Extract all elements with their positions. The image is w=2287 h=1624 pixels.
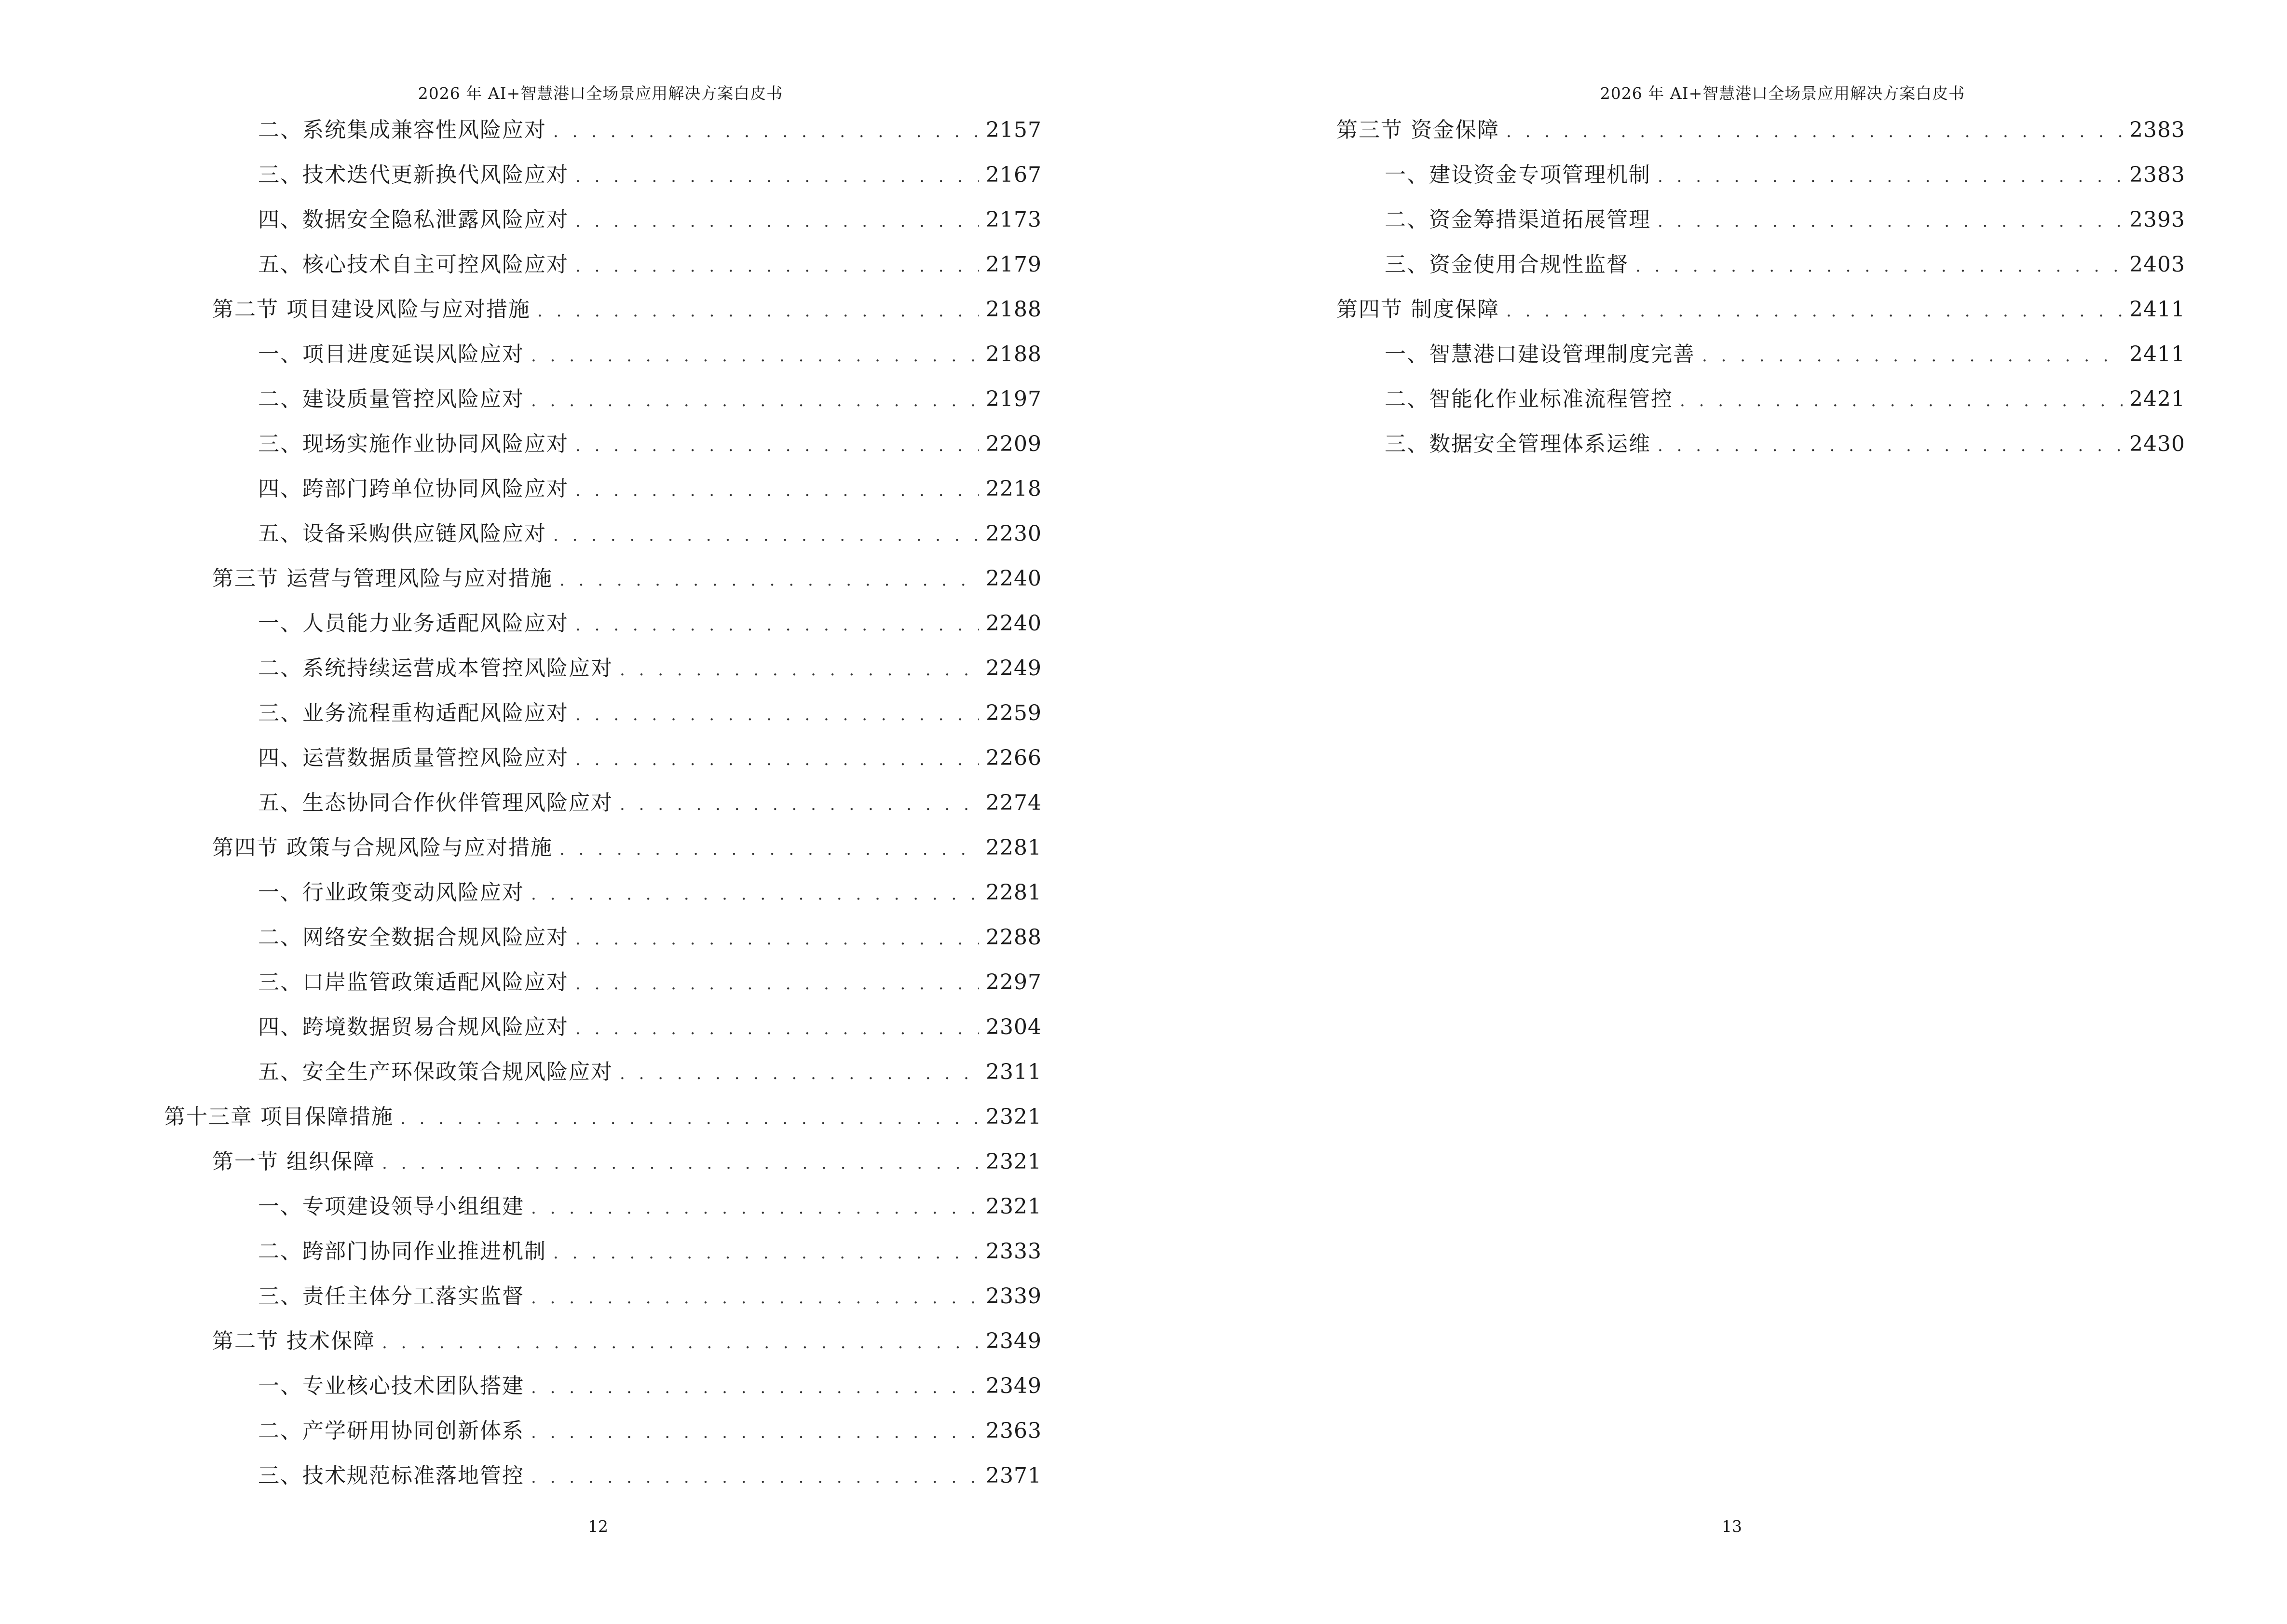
toc-entry-page-number: 2411 — [2129, 297, 2185, 322]
toc-entry-page-number: 2218 — [986, 477, 1042, 501]
toc-entry[interactable] — [258, 161, 1042, 190]
dot-leader — [620, 1059, 979, 1088]
toc-entry-page-number: 2281 — [986, 835, 1042, 860]
toc-entry-label: 二、网络安全数据合规风险应对 — [258, 925, 569, 950]
toc-entry-page-number: 2179 — [986, 252, 1042, 277]
dot-leader — [1506, 297, 2123, 326]
toc-entry-page-number: 2321 — [986, 1105, 1042, 1129]
toc-entry[interactable] — [1385, 205, 2185, 234]
dot-leader — [531, 1463, 979, 1492]
toc-entry-label: 二、建设质量管控风险应对 — [258, 387, 524, 411]
toc-entry-page-number: 2430 — [2129, 432, 2185, 456]
running-header: 2026 年 AI+智慧港口全场景应用解决方案白皮书 — [1600, 84, 1965, 103]
toc-entry[interactable] — [258, 250, 1042, 279]
dot-leader — [531, 1283, 979, 1312]
dot-leader — [559, 566, 979, 595]
toc-entry-label: 五、生态协同合作伙伴管理风险应对 — [258, 791, 613, 815]
dot-leader — [1506, 117, 2123, 146]
dot-leader — [531, 1194, 979, 1223]
toc-entry[interactable] — [258, 1013, 1042, 1042]
dot-leader — [553, 521, 979, 550]
dot-leader — [400, 1104, 979, 1133]
toc-entry-label: 三、责任主体分工落实监督 — [258, 1284, 524, 1309]
dot-leader — [553, 1239, 979, 1268]
toc-entry[interactable] — [258, 519, 1042, 548]
toc-entry-page-number: 2311 — [986, 1060, 1042, 1084]
dot-leader — [575, 476, 979, 505]
dot-leader — [1635, 252, 2123, 281]
toc-entry[interactable] — [258, 205, 1042, 234]
dot-leader — [553, 117, 979, 146]
toc-entry-page-number: 2157 — [986, 118, 1042, 142]
toc-entry-label: 四、数据安全隐私泄露风险应对 — [258, 207, 569, 232]
toc-entry[interactable] — [1385, 430, 2185, 459]
toc-entry-label: 二、跨部门协同作业推进机制 — [258, 1239, 546, 1264]
toc-entry-label: 第三节 运营与管理风险与应对措施 — [212, 566, 553, 591]
dot-leader — [620, 655, 979, 684]
toc-entry[interactable] — [258, 699, 1042, 728]
dot-leader — [1658, 162, 2123, 191]
toc-entry[interactable] — [258, 744, 1042, 773]
dot-leader — [575, 252, 979, 281]
toc-entry[interactable] — [258, 1237, 1042, 1266]
toc-entry-page-number: 2321 — [986, 1149, 1042, 1174]
toc-entry[interactable] — [1385, 250, 2185, 279]
toc-entry-page-number: 2230 — [986, 521, 1042, 546]
toc-entry-page-number: 2411 — [2129, 342, 2185, 367]
toc-entry[interactable] — [258, 1372, 1042, 1401]
toc-entry-label: 一、专业核心技术团队搭建 — [258, 1374, 524, 1398]
toc-entry-label: 三、业务流程重构适配风险应对 — [258, 701, 569, 725]
dot-leader — [575, 611, 979, 640]
toc-entry-label: 第一节 组织保障 — [212, 1149, 375, 1174]
toc-entry-page-number: 2240 — [986, 611, 1042, 636]
toc-entry-label: 二、智能化作业标准流程管控 — [1385, 387, 1673, 411]
toc-entry-label: 三、口岸监管政策适配风险应对 — [258, 970, 569, 995]
toc-entry[interactable] — [258, 789, 1042, 818]
toc-entry-page-number: 2259 — [986, 701, 1042, 725]
toc-entry-page-number: 2274 — [986, 791, 1042, 815]
toc-entry[interactable] — [1385, 385, 2185, 414]
toc-entry-page-number: 2383 — [2129, 118, 2185, 142]
toc-entry[interactable] — [258, 1461, 1042, 1490]
dot-leader — [531, 1373, 979, 1402]
toc-entry-page-number: 2321 — [986, 1194, 1042, 1219]
right-page — [1144, 0, 2287, 1624]
toc-entry[interactable] — [258, 609, 1042, 638]
toc-entry-label: 五、核心技术自主可控风险应对 — [258, 252, 569, 277]
toc-entry-label: 一、项目进度延误风险应对 — [258, 342, 524, 367]
toc-entry[interactable] — [164, 1103, 1042, 1132]
toc-entry-label: 第二节 技术保障 — [212, 1329, 375, 1353]
page-number: 12 — [588, 1517, 608, 1536]
toc-entry[interactable] — [212, 564, 1042, 593]
toc-entry[interactable] — [258, 430, 1042, 459]
toc-entry[interactable] — [212, 1327, 1042, 1356]
toc-entry-page-number: 2371 — [986, 1463, 1042, 1488]
toc-entry-page-number: 2288 — [986, 925, 1042, 950]
toc-entry-page-number: 2333 — [986, 1239, 1042, 1264]
dot-leader — [382, 1328, 979, 1357]
dot-leader — [575, 700, 979, 729]
toc-entry-label: 四、跨境数据贸易合规风险应对 — [258, 1015, 569, 1039]
toc-entry-page-number: 2188 — [986, 342, 1042, 367]
toc-entry-label: 第十三章 项目保障措施 — [164, 1105, 394, 1129]
toc-entry-label: 四、跨部门跨单位协同风险应对 — [258, 477, 569, 501]
toc-entry-page-number: 2197 — [986, 387, 1042, 411]
toc-entry-label: 三、资金使用合规性监督 — [1385, 252, 1629, 277]
toc-entry-label: 一、专项建设领导小组组建 — [258, 1194, 524, 1219]
toc-entry[interactable] — [1336, 116, 2185, 145]
dot-leader — [382, 1149, 979, 1178]
toc-entry-label: 一、智慧港口建设管理制度完善 — [1385, 342, 1695, 367]
dot-leader — [537, 297, 979, 326]
dot-leader — [575, 745, 979, 774]
dot-leader — [575, 1014, 979, 1043]
toc-entry[interactable] — [258, 340, 1042, 369]
toc-entry-label: 一、人员能力业务适配风险应对 — [258, 611, 569, 636]
dot-leader — [575, 162, 979, 191]
dot-leader — [531, 386, 979, 415]
toc-entry-label: 一、行业政策变动风险应对 — [258, 880, 524, 905]
dot-leader — [531, 341, 979, 370]
toc-entry[interactable] — [1336, 295, 2185, 324]
toc-entry[interactable] — [258, 1282, 1042, 1311]
toc-entry-label: 二、资金筹措渠道拓展管理 — [1385, 207, 1651, 232]
toc-entry[interactable] — [258, 654, 1042, 683]
toc-entry[interactable] — [258, 968, 1042, 997]
toc-entry-page-number: 2266 — [986, 746, 1042, 770]
toc-entry-label: 三、技术迭代更新换代风险应对 — [258, 163, 569, 187]
toc-entry[interactable] — [258, 923, 1042, 952]
toc-entry[interactable] — [258, 475, 1042, 504]
toc-entry-page-number: 2173 — [986, 207, 1042, 232]
dot-leader — [575, 969, 979, 998]
toc-entry-label: 二、系统集成兼容性风险应对 — [258, 118, 546, 142]
toc-entry-label: 五、安全生产环保政策合规风险应对 — [258, 1060, 613, 1084]
toc-entry-label: 三、技术规范标准落地管控 — [258, 1463, 524, 1488]
toc-entry-label: 三、数据安全管理体系运维 — [1385, 432, 1651, 456]
dot-leader — [575, 431, 979, 460]
toc-entry-page-number: 2421 — [2129, 387, 2185, 411]
toc-entry[interactable] — [258, 385, 1042, 414]
toc-entry[interactable] — [258, 1417, 1042, 1446]
toc-entry-label: 三、现场实施作业协同风险应对 — [258, 432, 569, 456]
toc-entry-page-number: 2297 — [986, 970, 1042, 995]
toc-entry-label: 二、产学研用协同创新体系 — [258, 1419, 524, 1443]
toc-entry-page-number: 2349 — [986, 1329, 1042, 1353]
toc-entry[interactable] — [258, 1192, 1042, 1221]
toc-entry-page-number: 2167 — [986, 163, 1042, 187]
toc-entry-page-number: 2281 — [986, 880, 1042, 905]
running-header: 2026 年 AI+智慧港口全场景应用解决方案白皮书 — [418, 84, 783, 103]
toc-entry-page-number: 2393 — [2129, 207, 2185, 232]
page-number: 13 — [1722, 1517, 1742, 1536]
dot-leader — [1680, 386, 2123, 415]
toc-entry-label: 一、建设资金专项管理机制 — [1385, 163, 1651, 187]
toc-entry-page-number: 2304 — [986, 1015, 1042, 1039]
toc-entry-label: 第二节 项目建设风险与应对措施 — [212, 297, 531, 322]
toc-entry-page-number: 2339 — [986, 1284, 1042, 1309]
dot-leader — [1658, 207, 2123, 236]
dot-leader — [1702, 341, 2123, 370]
toc-entry-label: 五、设备采购供应链风险应对 — [258, 521, 546, 546]
toc-entry[interactable] — [258, 1058, 1042, 1087]
toc-entry[interactable] — [258, 116, 1042, 145]
toc-entry-page-number: 2188 — [986, 297, 1042, 322]
toc-entry-page-number: 2249 — [986, 656, 1042, 681]
dot-leader — [575, 207, 979, 236]
toc-entry-page-number: 2240 — [986, 566, 1042, 591]
toc-entry-label: 第四节 制度保障 — [1336, 297, 1499, 322]
dot-leader — [575, 925, 979, 954]
toc-entry[interactable] — [212, 1147, 1042, 1176]
toc-entry-label: 第三节 资金保障 — [1336, 118, 1499, 142]
toc-entry-page-number: 2383 — [2129, 163, 2185, 187]
dot-leader — [1658, 431, 2123, 460]
toc-entry-label: 第四节 政策与合规风险与应对措施 — [212, 835, 553, 860]
dot-leader — [559, 835, 979, 864]
toc-entry[interactable] — [212, 833, 1042, 862]
dot-leader — [531, 880, 979, 909]
toc-entry-page-number: 2403 — [2129, 252, 2185, 277]
toc-entry[interactable] — [1385, 161, 2185, 190]
toc-entry-page-number: 2349 — [986, 1374, 1042, 1398]
toc-entry-label: 二、系统持续运营成本管控风险应对 — [258, 656, 613, 681]
toc-entry[interactable] — [212, 295, 1042, 324]
toc-entry-page-number: 2363 — [986, 1419, 1042, 1443]
toc-entry-page-number: 2209 — [986, 432, 1042, 456]
toc-entry[interactable] — [258, 878, 1042, 907]
dot-leader — [620, 790, 979, 819]
dot-leader — [531, 1418, 979, 1447]
toc-entry[interactable] — [1385, 340, 2185, 369]
toc-entry-label: 四、运营数据质量管控风险应对 — [258, 746, 569, 770]
